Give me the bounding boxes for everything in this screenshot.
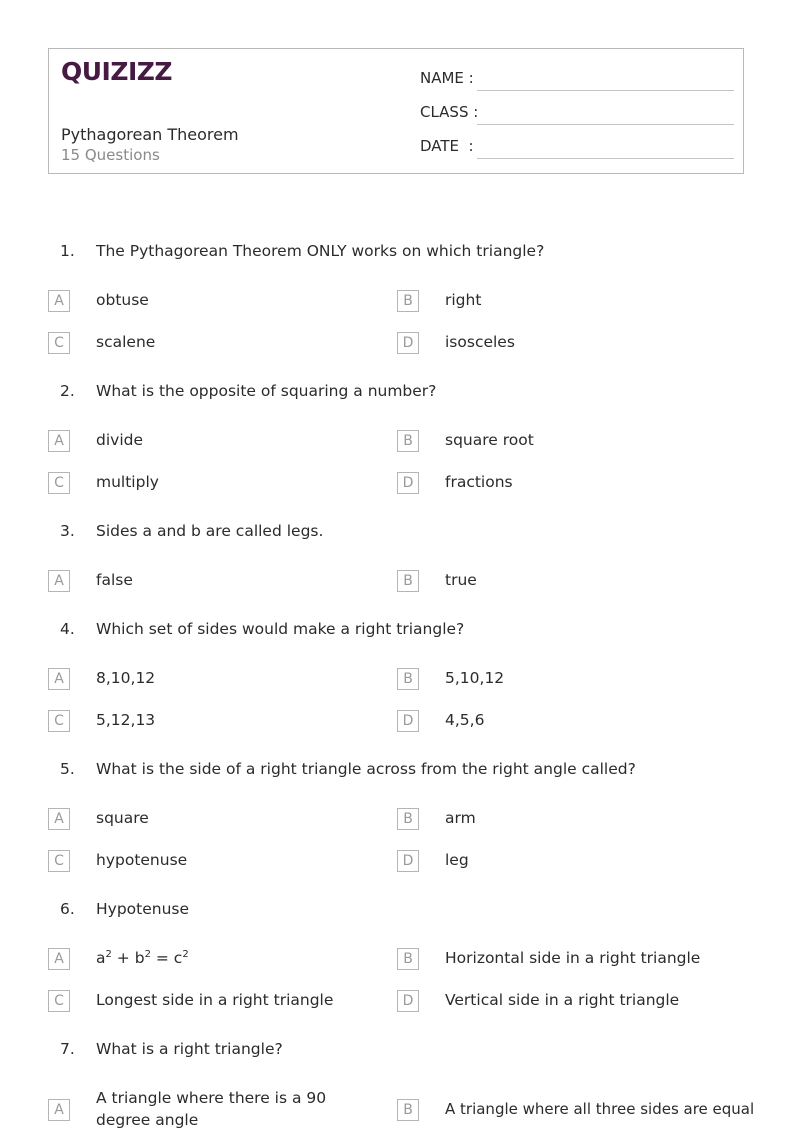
option-b-text: right <box>445 291 482 309</box>
option-a-box[interactable]: A <box>48 948 70 970</box>
date-line[interactable] <box>477 158 734 159</box>
option-b-box[interactable]: B <box>397 430 419 452</box>
option-c-text: 5,12,13 <box>96 711 156 729</box>
question-text: Hypotenuse <box>96 900 190 918</box>
option-b-text: square root <box>445 431 534 449</box>
question-text: Which set of sides would make a right triangle? <box>96 620 465 638</box>
option-c-box[interactable]: C <box>48 710 70 732</box>
date-label: DATE : <box>420 137 474 155</box>
worksheet-header <box>48 48 744 174</box>
class-label: CLASS : <box>420 103 479 121</box>
option-b-text: Horizontal side in a right triangle <box>445 949 701 967</box>
option-a-text: obtuse <box>96 291 149 309</box>
option-b-box[interactable]: B <box>397 808 419 830</box>
question-number: 2. <box>60 382 75 400</box>
date-field[interactable] <box>420 137 734 161</box>
question-text: What is the side of a right triangle across from the right angle called? <box>96 760 636 778</box>
question-text: What is a right triangle? <box>96 1040 283 1058</box>
option-d-box[interactable]: D <box>397 990 419 1012</box>
name-label: NAME : <box>420 69 474 87</box>
option-a-box[interactable]: A <box>48 430 70 452</box>
name-field[interactable] <box>420 69 734 93</box>
question-number: 6. <box>60 900 75 918</box>
option-b-box[interactable]: B <box>397 948 419 970</box>
option-c-box[interactable]: C <box>48 850 70 872</box>
quizizz-logo: QUIZIZZ <box>61 57 173 86</box>
option-c-text: hypotenuse <box>96 851 188 869</box>
option-b-text: arm <box>445 809 476 827</box>
option-c-text: Longest side in a right triangle <box>96 991 334 1009</box>
option-b-box[interactable]: B <box>397 290 419 312</box>
option-d-box[interactable]: D <box>397 850 419 872</box>
option-b-text: A triangle where all three sides are equal <box>445 1100 755 1118</box>
option-d-text: isosceles <box>445 333 515 351</box>
option-d-box[interactable]: D <box>397 472 419 494</box>
name-line[interactable] <box>477 90 734 91</box>
option-a-box[interactable]: A <box>48 1099 70 1121</box>
option-b-text: 5,10,12 <box>445 669 505 687</box>
option-a-text <box>96 949 189 967</box>
option-b-box[interactable]: B <box>397 668 419 690</box>
option-c-text: multiply <box>96 473 159 491</box>
question-number: 3. <box>60 522 75 540</box>
option-d-box[interactable]: D <box>397 710 419 732</box>
option-a-box[interactable]: A <box>48 808 70 830</box>
question-number: 1. <box>60 242 75 260</box>
formula-exponent: 2 <box>144 949 151 960</box>
option-d-text: leg <box>445 851 469 869</box>
formula-part: a <box>96 949 106 968</box>
worksheet-title: Pythagorean Theorem <box>61 125 239 144</box>
question-number: 5. <box>60 760 75 778</box>
option-a-text: square <box>96 809 149 827</box>
question-text: Sides a and b are called legs. <box>96 522 324 540</box>
option-a-text: A triangle where there is a 90 degree angle <box>96 1089 327 1129</box>
option-a-box[interactable]: A <box>48 290 70 312</box>
option-b-text: true <box>445 571 477 589</box>
option-d-text: Vertical side in a right triangle <box>445 991 680 1009</box>
option-c-box[interactable]: C <box>48 332 70 354</box>
option-a-text: 8,10,12 <box>96 669 156 687</box>
option-d-text: 4,5,6 <box>445 711 485 729</box>
formula-exponent: 2 <box>182 949 189 960</box>
option-a-box[interactable]: A <box>48 668 70 690</box>
class-field[interactable] <box>420 103 734 127</box>
question-text: What is the opposite of squaring a number? <box>96 382 437 400</box>
option-c-text: scalene <box>96 333 156 351</box>
option-d-text: fractions <box>445 473 513 491</box>
option-a-text: divide <box>96 431 143 449</box>
option-d-box[interactable]: D <box>397 332 419 354</box>
question-count: 15 Questions <box>61 146 160 164</box>
class-line[interactable] <box>477 124 734 125</box>
option-a-box[interactable]: A <box>48 570 70 592</box>
option-c-box[interactable]: C <box>48 472 70 494</box>
formula-part: = c <box>150 949 183 968</box>
option-a-text: false <box>96 571 133 589</box>
question-number: 4. <box>60 620 75 638</box>
question-text: The Pythagorean Theorem ONLY works on which triangle? <box>96 242 545 260</box>
option-b-box[interactable]: B <box>397 570 419 592</box>
option-b-box[interactable]: B <box>397 1099 419 1121</box>
formula-part: + b <box>111 949 145 968</box>
option-c-box[interactable]: C <box>48 990 70 1012</box>
formula-exponent: 2 <box>105 949 112 960</box>
question-number: 7. <box>60 1040 75 1058</box>
